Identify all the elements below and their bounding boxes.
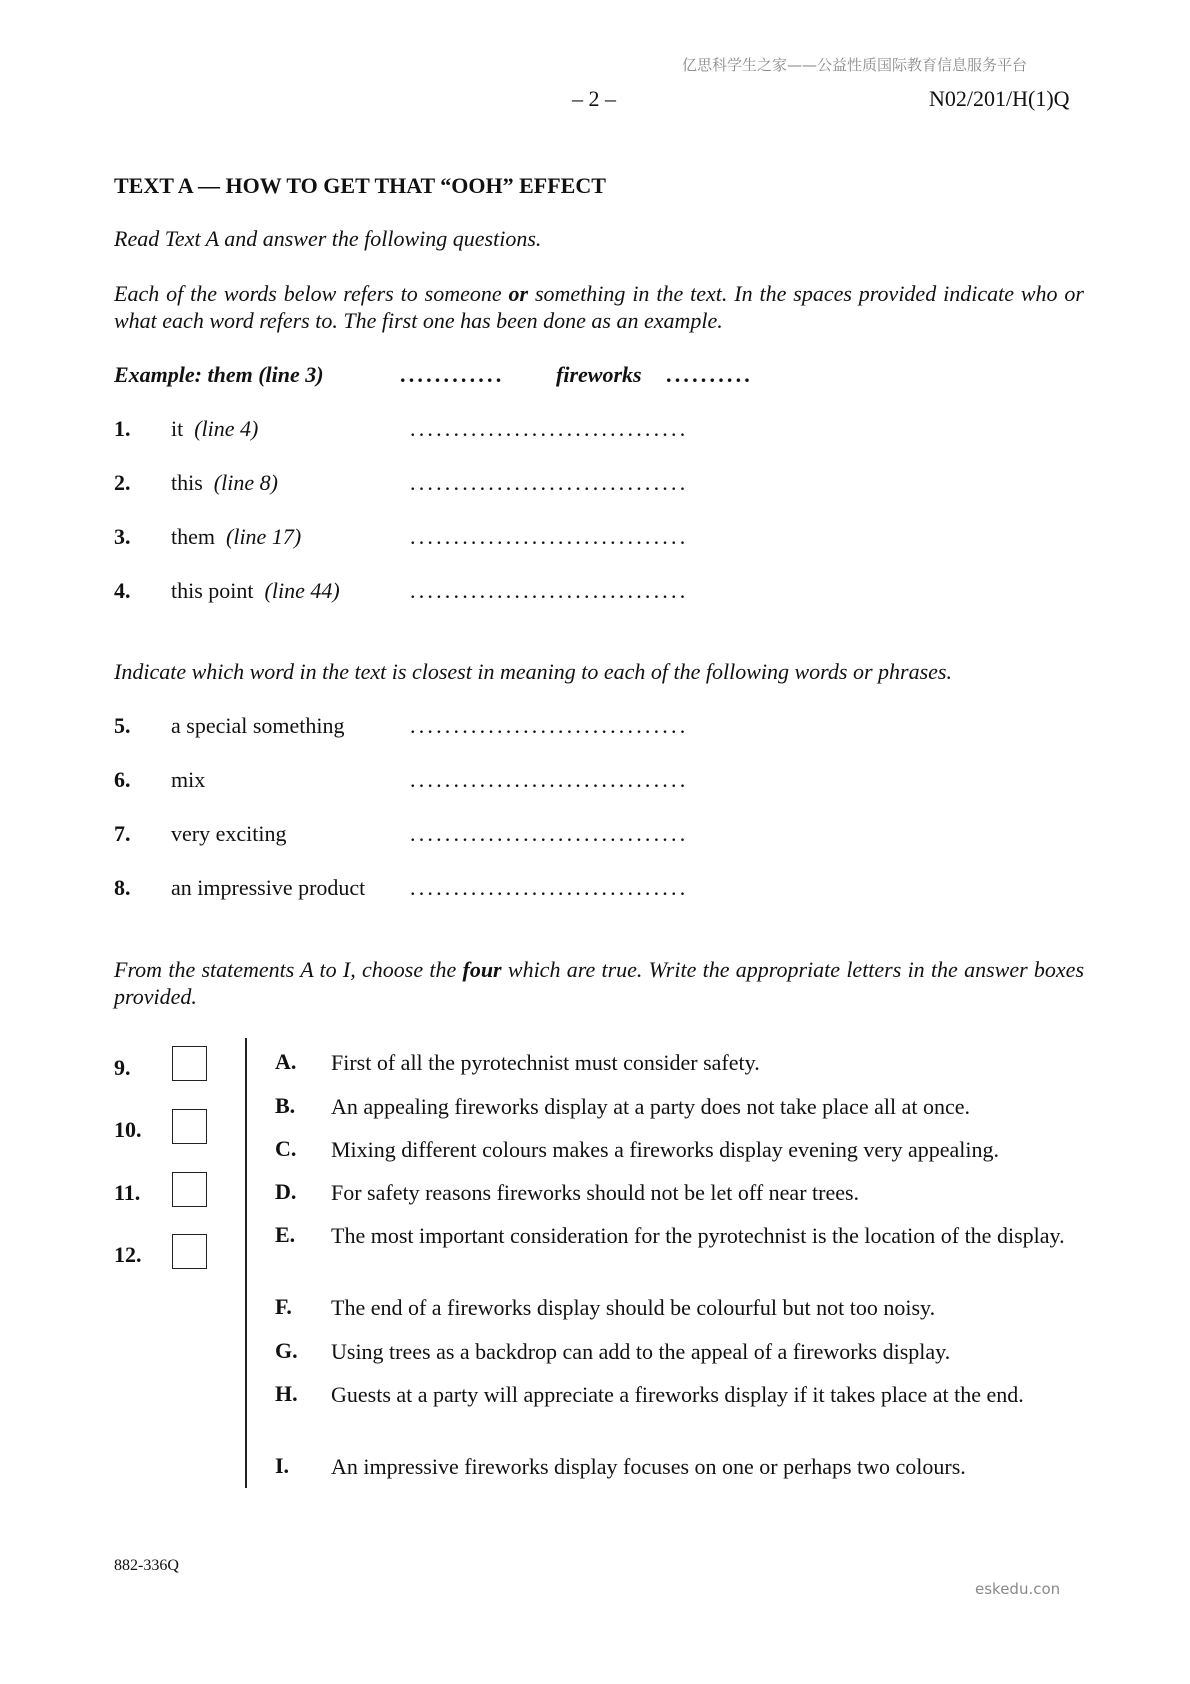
box-number: 11. [114, 1180, 141, 1205]
question-number: 7. [114, 821, 131, 846]
example-label: Example: them (line 3) [114, 362, 324, 387]
statement-text: First of all the pyrotechnist must consider safety. [331, 1050, 760, 1075]
instruction-meaning: Indicate which word in the text is closest in meaning to each of the following words or phrases. [114, 659, 952, 684]
answer-line[interactable]: ................................ [410, 821, 689, 846]
instruction-statements: From the statements A to I, choose the four which are true. Write the appropriate letters in the answer boxes provided. [114, 957, 1085, 1009]
statement-letter: A. [275, 1049, 297, 1074]
statement-text: For safety reasons fireworks should not be let off near trees. [331, 1180, 860, 1205]
question-word: this (line 8) [171, 470, 278, 495]
question-number: 3. [114, 524, 131, 549]
answer-box[interactable] [172, 1234, 207, 1269]
watermark-top: 亿思科学生之家——公益性质国际教育信息服务平台 [682, 56, 1028, 74]
answer-box[interactable] [172, 1172, 207, 1207]
example-answer: fireworks [556, 362, 642, 387]
statement-letter: G. [275, 1338, 298, 1363]
statement-letter: I. [275, 1453, 290, 1478]
example-dots-right: .......... [666, 362, 753, 387]
answer-line[interactable]: ................................ [410, 470, 689, 495]
answer-line[interactable]: ................................ [410, 524, 689, 549]
box-number: 12. [114, 1242, 142, 1267]
answer-line[interactable]: ................................ [410, 416, 689, 441]
statement-text: Using trees as a backdrop can add to the appeal of a fireworks display. [331, 1339, 951, 1364]
instruction-read: Read Text A and answer the following questions. [114, 226, 542, 251]
statement-letter: E. [275, 1222, 296, 1247]
instruction-refer: Each of the words below refers to someone or something in the text. In the spaces provided indicate who or what each word refers to. The first one has been done as an example. [114, 281, 1084, 333]
divider [245, 1038, 247, 1488]
box-number: 10. [114, 1117, 142, 1142]
question-phrase: an impressive product [171, 875, 366, 900]
answer-line[interactable]: ................................ [410, 578, 689, 603]
question-number: 1. [114, 416, 131, 441]
question-word: it (line 4) [171, 416, 259, 441]
answer-line[interactable]: ................................ [410, 875, 689, 900]
statement-text: The most important consideration for the pyrotechnist is the location of the display. [331, 1223, 1065, 1248]
statement-text: Guests at a party will appreciate a fireworks display if it takes place at the end. [331, 1382, 1024, 1407]
statement-letter: D. [275, 1179, 297, 1204]
statement-text: The end of a fireworks display should be colourful but not too noisy. [331, 1295, 936, 1320]
answer-box[interactable] [172, 1046, 207, 1081]
box-number: 9. [114, 1055, 131, 1080]
question-word: them (line 17) [171, 524, 302, 549]
question-number: 5. [114, 713, 131, 738]
question-number: 8. [114, 875, 131, 900]
answer-box[interactable] [172, 1109, 207, 1144]
question-number: 2. [114, 470, 131, 495]
watermark-bottom: eskedu.con [975, 1580, 1061, 1598]
question-number: 6. [114, 767, 131, 792]
answer-line[interactable]: ................................ [410, 767, 689, 792]
statement-text: Mixing different colours makes a fireworks display evening very appealing. [331, 1137, 999, 1162]
page-number: – 2 – [572, 86, 616, 111]
question-number: 4. [114, 578, 131, 603]
statement-letter: H. [275, 1381, 298, 1406]
document-code: N02/201/H(1)Q [929, 86, 1070, 111]
statement-text: An impressive fireworks display focuses on one or perhaps two colours. [331, 1454, 966, 1479]
question-phrase: very exciting [171, 821, 287, 846]
answer-line[interactable]: ................................ [410, 713, 689, 738]
statement-text: An appealing fireworks display at a party does not take place all at once. [331, 1094, 970, 1119]
statement-letter: C. [275, 1136, 297, 1161]
footer-code: 882-336Q [114, 1557, 179, 1574]
question-phrase: mix [171, 767, 206, 792]
statement-letter: B. [275, 1093, 296, 1118]
section-title: TEXT A — HOW TO GET THAT “OOH” EFFECT [114, 173, 606, 198]
statement-letter: F. [275, 1294, 292, 1319]
question-phrase: a special something [171, 713, 345, 738]
example-dots-left: ............ [400, 362, 505, 387]
question-word: this point (line 44) [171, 578, 340, 603]
